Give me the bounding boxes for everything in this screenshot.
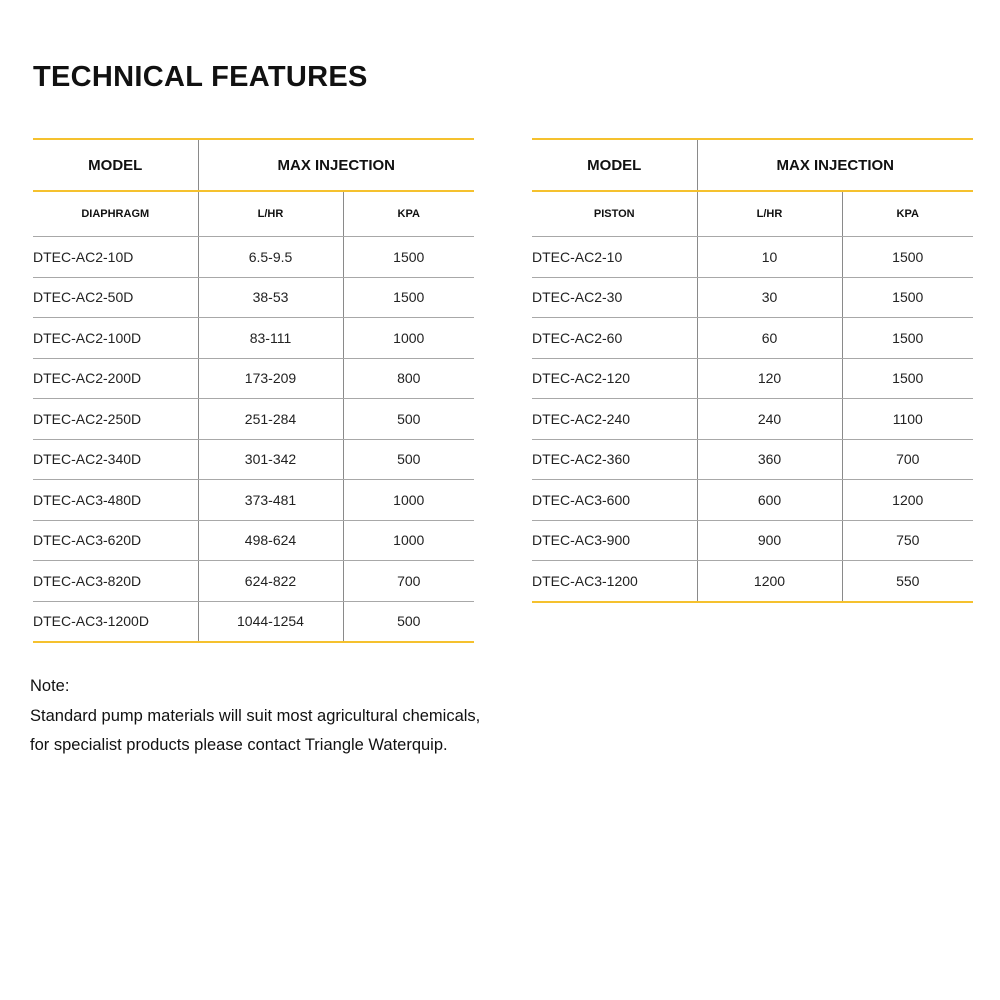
table-row bbox=[33, 318, 474, 359]
kpa-cell: 500 bbox=[343, 399, 474, 440]
note-line: Standard pump materials will suit most agricultural chemicals, bbox=[30, 706, 481, 725]
kpa-cell: 800 bbox=[343, 358, 474, 399]
kpa-cell: 500 bbox=[343, 601, 474, 642]
model-cell: DTEC-AC2-30 bbox=[532, 277, 697, 318]
lhr-cell: 240 bbox=[697, 399, 842, 440]
model-cell: DTEC-AC2-50D bbox=[33, 277, 198, 318]
table-row bbox=[33, 358, 474, 399]
table-row bbox=[33, 520, 474, 561]
table-row bbox=[532, 480, 973, 521]
lhr-cell: 120 bbox=[697, 358, 842, 399]
kpa-subheader: KPA bbox=[842, 191, 973, 237]
model-cell: DTEC-AC3-820D bbox=[33, 561, 198, 602]
table-row bbox=[532, 439, 973, 480]
table-row bbox=[33, 480, 474, 521]
table-row bbox=[532, 561, 973, 602]
model-cell: DTEC-AC2-240 bbox=[532, 399, 697, 440]
model-cell: DTEC-AC2-250D bbox=[33, 399, 198, 440]
max-injection-header: MAX INJECTION bbox=[697, 139, 973, 191]
lhr-cell: 6.5-9.5 bbox=[198, 237, 343, 278]
lhr-cell: 600 bbox=[697, 480, 842, 521]
kpa-cell: 1000 bbox=[343, 520, 474, 561]
model-cell: DTEC-AC3-480D bbox=[33, 480, 198, 521]
kpa-cell: 700 bbox=[842, 439, 973, 480]
model-cell: DTEC-AC3-1200D bbox=[33, 601, 198, 642]
kpa-cell: 500 bbox=[343, 439, 474, 480]
table-row bbox=[33, 237, 474, 278]
lhr-subheader: L/HR bbox=[697, 191, 842, 237]
table-row bbox=[33, 561, 474, 602]
lhr-cell: 498-624 bbox=[198, 520, 343, 561]
lhr-cell: 1044-1254 bbox=[198, 601, 343, 642]
lhr-cell: 624-822 bbox=[198, 561, 343, 602]
table-row bbox=[33, 399, 474, 440]
lhr-cell: 83-111 bbox=[198, 318, 343, 359]
kpa-cell: 1000 bbox=[343, 480, 474, 521]
table-row bbox=[532, 237, 973, 278]
lhr-cell: 373-481 bbox=[198, 480, 343, 521]
diaphragm-spec-table bbox=[33, 138, 474, 643]
lhr-cell: 900 bbox=[697, 520, 842, 561]
table-row bbox=[33, 277, 474, 318]
page-title: TECHNICAL FEATURES bbox=[33, 61, 368, 93]
kpa-cell: 1500 bbox=[842, 318, 973, 359]
table-row bbox=[532, 318, 973, 359]
lhr-cell: 38-53 bbox=[198, 277, 343, 318]
model-cell: DTEC-AC2-10D bbox=[33, 237, 198, 278]
kpa-cell: 1500 bbox=[343, 237, 474, 278]
lhr-cell: 60 bbox=[697, 318, 842, 359]
kpa-cell: 750 bbox=[842, 520, 973, 561]
lhr-cell: 10 bbox=[697, 237, 842, 278]
table-row bbox=[532, 277, 973, 318]
diaphragm-table-body bbox=[33, 237, 474, 643]
note-block bbox=[30, 672, 630, 761]
pump-type-subheader: DIAPHRAGM bbox=[33, 191, 198, 237]
lhr-subheader: L/HR bbox=[198, 191, 343, 237]
kpa-cell: 1500 bbox=[842, 277, 973, 318]
model-cell: DTEC-AC2-200D bbox=[33, 358, 198, 399]
model-cell: DTEC-AC2-120 bbox=[532, 358, 697, 399]
kpa-cell: 1100 bbox=[842, 399, 973, 440]
piston-table-body bbox=[532, 237, 973, 602]
model-cell: DTEC-AC2-340D bbox=[33, 439, 198, 480]
table-row bbox=[33, 439, 474, 480]
table-row bbox=[532, 520, 973, 561]
lhr-cell: 173-209 bbox=[198, 358, 343, 399]
model-cell: DTEC-AC3-620D bbox=[33, 520, 198, 561]
model-cell: DTEC-AC3-600 bbox=[532, 480, 697, 521]
kpa-cell: 1200 bbox=[842, 480, 973, 521]
kpa-cell: 700 bbox=[343, 561, 474, 602]
pump-type-subheader: PISTON bbox=[532, 191, 697, 237]
table-row bbox=[532, 358, 973, 399]
kpa-subheader: KPA bbox=[343, 191, 474, 237]
lhr-cell: 301-342 bbox=[198, 439, 343, 480]
model-column-header: MODEL bbox=[33, 139, 198, 191]
lhr-cell: 1200 bbox=[697, 561, 842, 602]
piston-spec-table bbox=[532, 138, 973, 603]
table-row bbox=[33, 601, 474, 642]
kpa-cell: 1500 bbox=[343, 277, 474, 318]
lhr-cell: 360 bbox=[697, 439, 842, 480]
kpa-cell: 1000 bbox=[343, 318, 474, 359]
model-cell: DTEC-AC2-60 bbox=[532, 318, 697, 359]
model-cell: DTEC-AC2-100D bbox=[33, 318, 198, 359]
note-heading: Note: bbox=[30, 677, 70, 695]
model-cell: DTEC-AC3-900 bbox=[532, 520, 697, 561]
table-row bbox=[532, 399, 973, 440]
lhr-cell: 251-284 bbox=[198, 399, 343, 440]
kpa-cell: 1500 bbox=[842, 237, 973, 278]
kpa-cell: 1500 bbox=[842, 358, 973, 399]
note-line: for specialist products please contact Triangle Waterquip. bbox=[30, 736, 448, 754]
model-cell: DTEC-AC3-1200 bbox=[532, 561, 697, 602]
model-column-header: MODEL bbox=[532, 139, 697, 191]
model-cell: DTEC-AC2-360 bbox=[532, 439, 697, 480]
lhr-cell: 30 bbox=[697, 277, 842, 318]
max-injection-header: MAX INJECTION bbox=[198, 139, 474, 191]
model-cell: DTEC-AC2-10 bbox=[532, 237, 697, 278]
kpa-cell: 550 bbox=[842, 561, 973, 602]
